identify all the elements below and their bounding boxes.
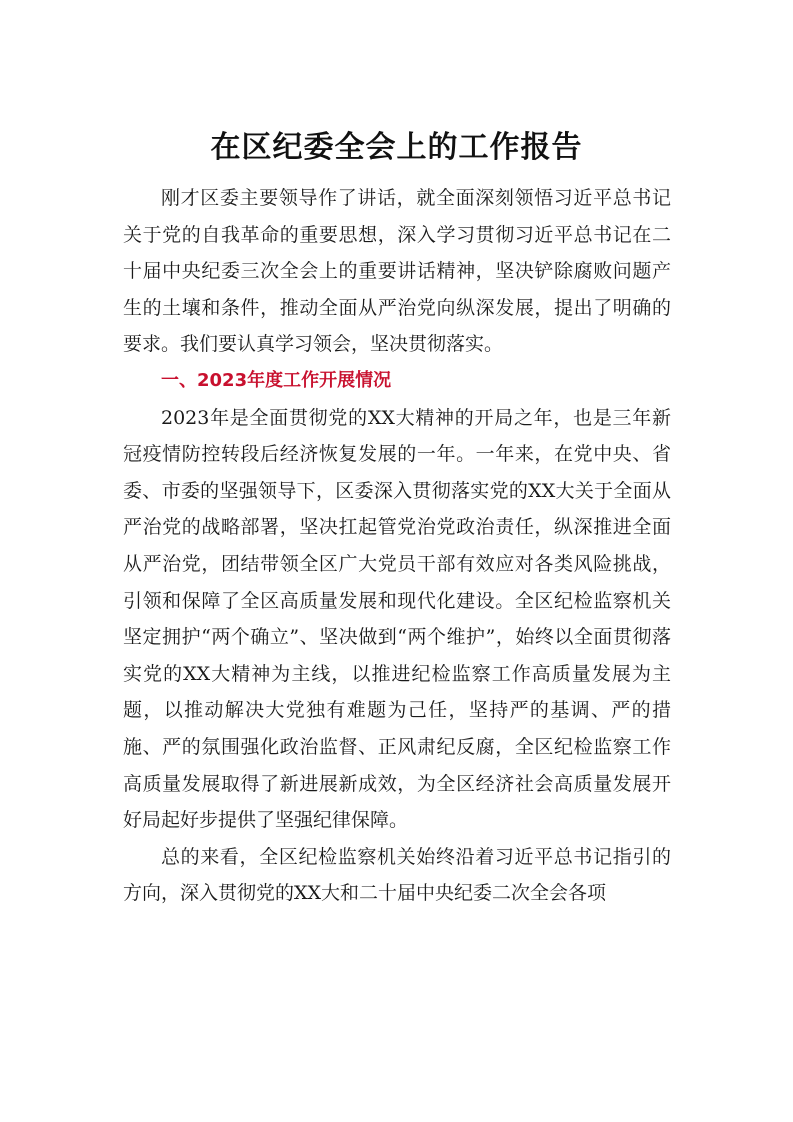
document-title: 在区纪委全会上的工作报告 <box>210 130 583 165</box>
body-paragraph: 2023年是全面贯彻党的XX大精神的开局之年，也是三年新冠疫情防控转段后经济恢复发展的一年。一年来，在党中央、省委、市委的坚强领导下，区委深入贯彻落实党的XX大关于全面从严治党的战略部署，坚决扛起管党治党政治责任，纵深推进全面从严治党，团结带领全区广大党员干部有效应对各类风险挑战，引领和保障了全区高质量发展和现代化建设。全区纪检监察机关坚定拥护“两个确立”、坚决做到“两个维护”，始终以全面贯彻落实党的XX大精神为主线，以推进纪检监察工作高质量发展为主题，以推动解决大党独有难题为己任，坚持严的基调、严的措施、严的氛围强化政治监督、正风肃纪反腐，全区纪检监察工作高质量发展取得了新进展新成效，为全区经济社会高质量发展开好局起好步提供了坚强纪律保障。 <box>123 406 671 832</box>
section-heading: 一、2023年度工作开展情况 <box>161 369 392 391</box>
summary-paragraph: 总的来看，全区纪检监察机关始终沿着习近平总书记指引的方向，深入贯彻党的XX大和二十届中央纪委二次全会各项 <box>123 845 671 905</box>
intro-paragraph: 刚才区委主要领导作了讲话，就全面深刻领悟习近平总书记关于党的自我革命的重要思想，深入学习贯彻习近平总书记在二十届中央纪委三次全会上的重要讲话精神，坚决铲除腐败问题产生的土壤和条件，推动全面从严治党向纵深发展，提出了明确的要求。我们要认真学习领会，坚决贯彻落实。 <box>123 187 671 356</box>
document-body <box>123 180 671 912</box>
